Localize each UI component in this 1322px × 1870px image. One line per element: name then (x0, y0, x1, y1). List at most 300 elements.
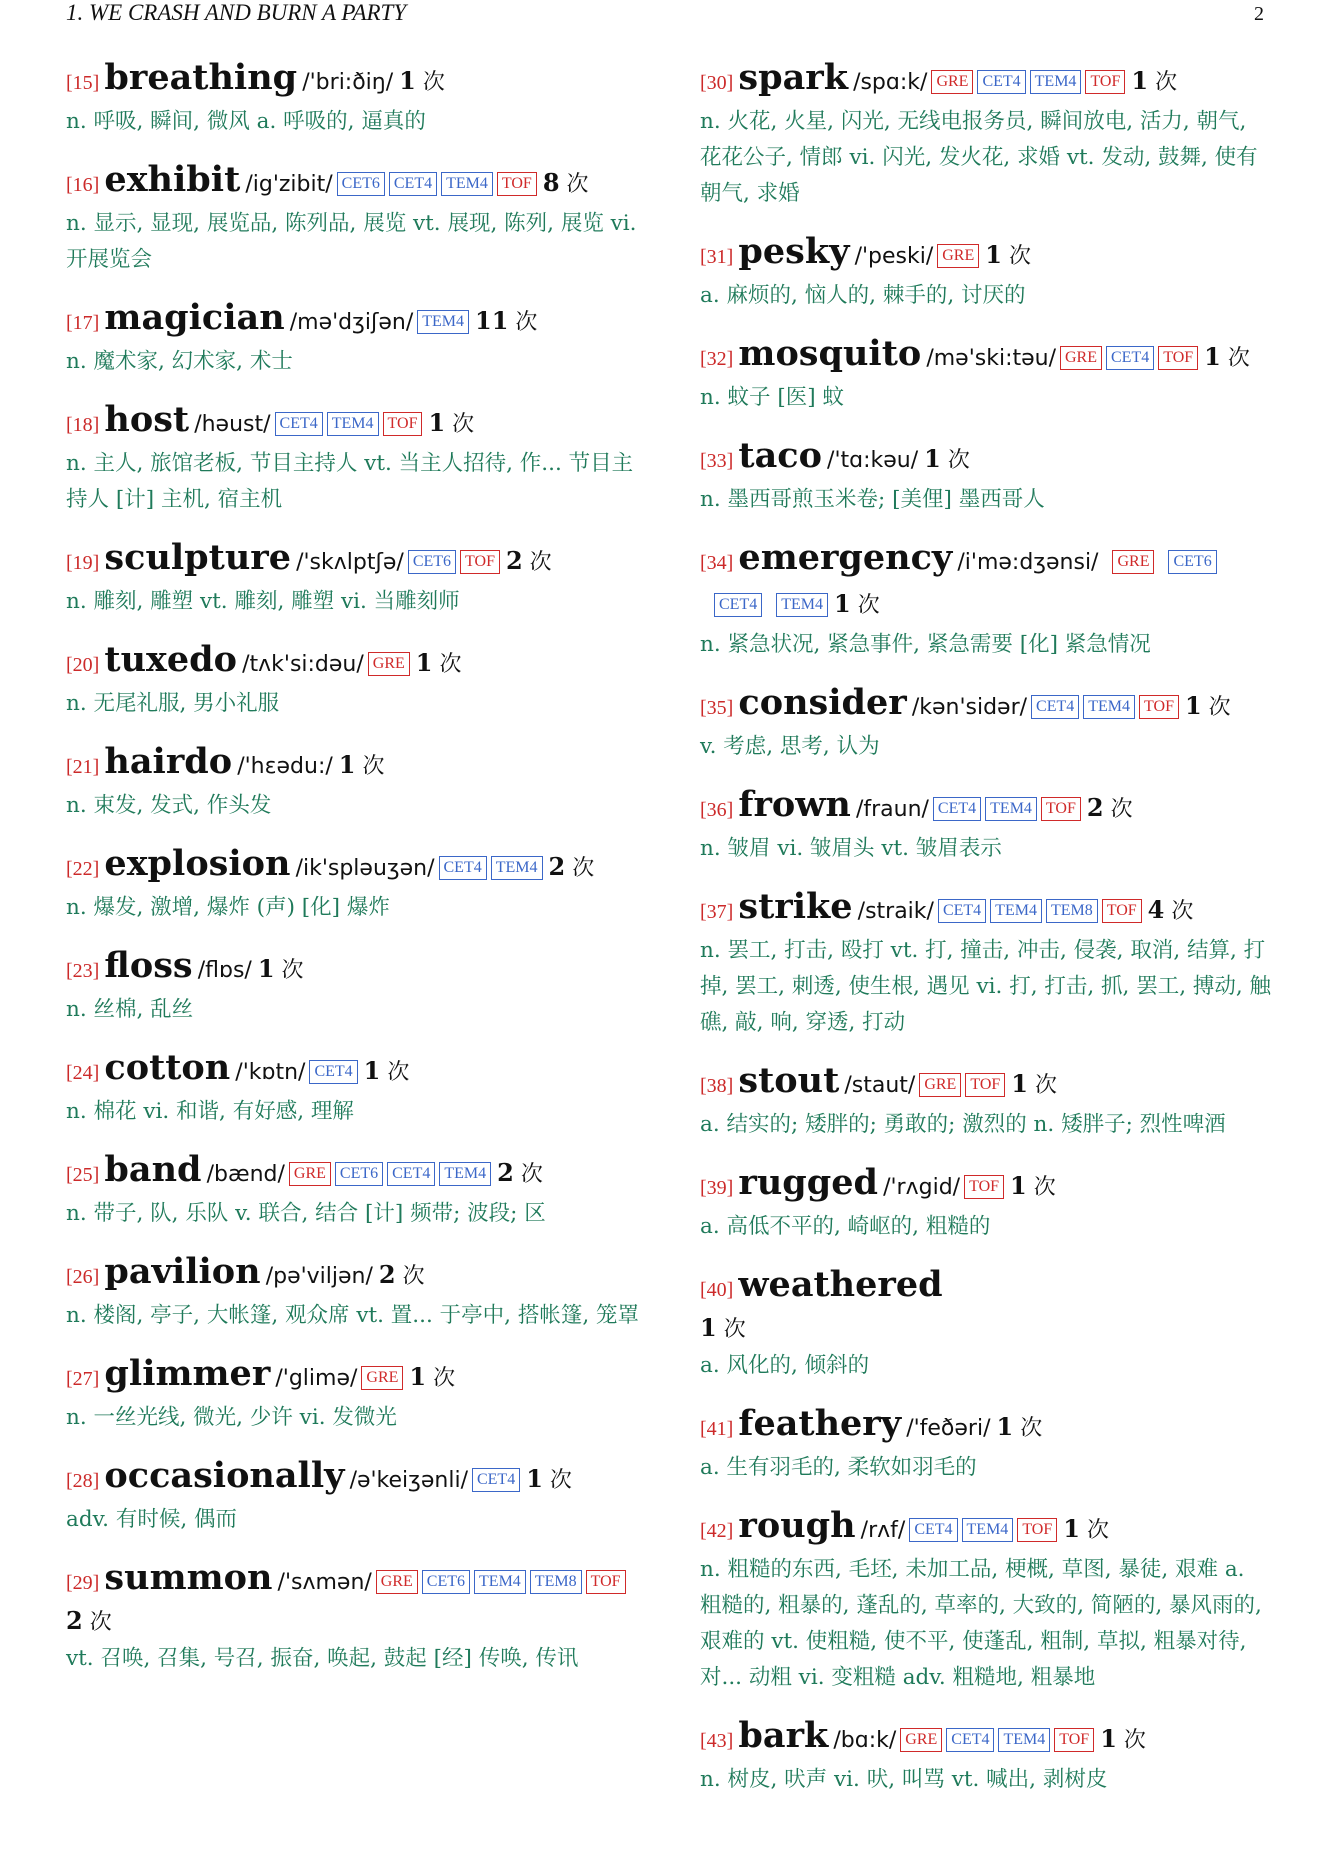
headword: cotton (104, 1047, 231, 1088)
entry-number: [42] (700, 1520, 734, 1542)
exam-tag-tem4: TEM4 (998, 1728, 1050, 1752)
frequency-count (985, 240, 1031, 269)
frequency-unit: 次 (422, 70, 445, 95)
vocab-entry (66, 844, 640, 926)
frequency-count (996, 1412, 1043, 1441)
exam-tag-tof: TOF (383, 412, 423, 436)
vocab-entry (700, 1404, 1272, 1486)
headword: exhibit (104, 159, 241, 200)
exam-tag-tem4: TEM4 (327, 412, 379, 436)
vocab-entry (66, 640, 640, 722)
frequency-count (526, 1464, 572, 1493)
frequency-unit: 次 (362, 754, 385, 779)
pronunciation: /tʌk'si:dəu/ (242, 652, 364, 677)
pronunciation: /kən'sidər/ (911, 695, 1028, 720)
pronunciation: /'peski/ (854, 244, 934, 269)
definition: n. 粗糙的东西, 毛坯, 未加工品, 梗概, 草图, 暴徒, 艰难 a. 粗糙的, 粗暴的, 蓬乱的, 草率的, 大致的, 简陋的, 暴风雨的, 艰难的 vt. 使粗糙, 使不平, 使蓬乱, 粗制, 草拟, 粗暴对待, 对... 动粗 vi. 变粗糙 adv. 粗糙地, 粗暴地 (700, 1557, 1262, 1690)
vocab-entry (700, 58, 1272, 212)
pronunciation: /pə'viljən/ (265, 1264, 373, 1289)
exam-tag-tof: TOF (1102, 899, 1142, 923)
definition: n. 楼阁, 亭子, 大帐篷, 观众席 vt. 置... 于亭中, 搭帐篷, 笼罩 (66, 1303, 639, 1328)
headword-line (66, 538, 640, 584)
headword-line (66, 1456, 640, 1502)
frequency-unit: 次 (89, 1610, 112, 1635)
exam-tag-tem8: TEM8 (530, 1570, 582, 1594)
frequency-number: 1 (409, 1362, 427, 1391)
exam-tag-tof: TOF (1017, 1518, 1057, 1542)
exam-tag-cet6: CET6 (422, 1570, 470, 1594)
headword: taco (738, 435, 822, 476)
frequency-number: 1 (399, 66, 416, 95)
exam-tag-cet6: CET6 (408, 550, 456, 574)
exam-tags (905, 1522, 1057, 1541)
exam-tags (271, 416, 423, 435)
entry-number: [32] (700, 348, 734, 370)
headword: rough (738, 1505, 856, 1546)
frequency-number: 2 (66, 1606, 83, 1635)
definition: n. 皱眉 vi. 皱眉头 vt. 皱眉表示 (700, 836, 1002, 861)
frequency-unit: 次 (1227, 346, 1250, 371)
exam-tag-tem4: TEM4 (985, 797, 1037, 821)
frequency-unit: 次 (549, 1468, 572, 1493)
frequency-count (834, 589, 880, 618)
definition: n. 带子, 队, 乐队 v. 联合, 结合 [计] 频带; 波段; 区 (66, 1201, 546, 1226)
exam-tags (364, 656, 410, 675)
frequency-unit: 次 (402, 1264, 425, 1289)
frequency-count (338, 750, 385, 779)
definition: n. 紧急状况, 紧急事件, 紧急需要 [化] 紧急情况 (700, 632, 1151, 657)
headword-line (66, 742, 640, 788)
frequency-count (1063, 1514, 1109, 1543)
frequency-count (363, 1056, 410, 1085)
exam-tag-cet4: CET4 (309, 1060, 357, 1084)
entry-number: [20] (66, 654, 100, 676)
exam-tag-gre: GRE (368, 652, 410, 676)
definition: n. 雕刻, 雕塑 vt. 雕刻, 雕塑 vi. 当雕刻师 (66, 589, 460, 614)
frequency-unit: 次 (520, 1162, 543, 1187)
headword-line (66, 298, 640, 344)
frequency-line (66, 1604, 640, 1641)
definition: n. 一丝光线, 微光, 少许 vi. 发微光 (66, 1405, 397, 1430)
exam-tags (333, 176, 537, 195)
vocab-entry (700, 436, 1272, 518)
exam-tag-tem4: TEM4 (990, 899, 1042, 923)
vocab-entry (66, 1252, 640, 1334)
pronunciation: /həust/ (194, 412, 271, 437)
exam-tag-cet6: CET6 (1168, 550, 1216, 574)
frequency-number: 1 (834, 589, 851, 618)
exam-tag-cet4: CET4 (1106, 346, 1154, 370)
frequency-unit: 次 (1208, 695, 1231, 720)
headword: weathered (738, 1264, 943, 1305)
frequency-count (542, 168, 589, 197)
vocab-entry (66, 742, 640, 824)
frequency-unit: 次 (1034, 1073, 1057, 1098)
entry-number: [41] (700, 1418, 734, 1440)
frequency-unit: 次 (281, 958, 304, 983)
frequency-count (1147, 895, 1194, 924)
page-header-title: 1. WE CRASH AND BURN A PARTY (66, 0, 407, 25)
frequency-number: 4 (1147, 895, 1165, 924)
frequency-count (1204, 342, 1250, 371)
definition: n. 呼吸, 瞬间, 微风 a. 呼吸的, 逼真的 (66, 109, 426, 134)
exam-tag-cet4: CET4 (977, 70, 1025, 94)
exam-tag-cet4: CET4 (389, 172, 437, 196)
frequency-number: 2 (378, 1260, 396, 1289)
entry-number: [35] (700, 697, 734, 719)
vocab-entry (66, 160, 640, 278)
headword-line (700, 538, 1272, 627)
exam-tag-tem4: TEM4 (441, 172, 493, 196)
frequency-count (66, 1606, 112, 1635)
headword-line (700, 1265, 1272, 1311)
frequency-line (700, 1311, 1272, 1348)
exam-tag-tof: TOF (586, 1570, 626, 1594)
pronunciation: /'sʌmən/ (277, 1570, 372, 1595)
pronunciation: /'kɒtn/ (235, 1060, 306, 1085)
exam-tags (915, 1077, 1005, 1096)
frequency-unit: 次 (1155, 70, 1178, 95)
frequency-count (1010, 1171, 1056, 1200)
page-number: 2 (1254, 3, 1264, 25)
definition: a. 高低不平的, 崎岖的, 粗糙的 (700, 1214, 991, 1239)
headword-line (700, 1716, 1272, 1762)
definition: n. 棉花 vi. 和谐, 有好感, 理解 (66, 1099, 354, 1124)
frequency-unit: 次 (723, 1317, 746, 1342)
frequency-unit: 次 (1171, 899, 1194, 924)
frequency-number: 1 (996, 1412, 1014, 1441)
vocab-entry (66, 1456, 640, 1538)
frequency-number: 1 (1131, 66, 1149, 95)
exam-tags (372, 1574, 626, 1593)
exam-tag-tof: TOF (965, 1073, 1005, 1097)
pronunciation: /'bri:ðiŋ/ (302, 70, 394, 95)
entry-number: [39] (700, 1177, 734, 1199)
frequency-unit: 次 (1020, 1416, 1043, 1441)
frequency-number: 1 (700, 1313, 717, 1342)
pronunciation: /'hεədu:/ (237, 754, 333, 779)
pronunciation: /flɒs/ (197, 958, 252, 983)
headword-line (66, 1150, 640, 1196)
headword-line (700, 232, 1272, 278)
headword-line (700, 887, 1272, 933)
frequency-count (415, 648, 462, 677)
exam-tag-cet4: CET4 (714, 593, 762, 617)
definition: n. 丝棉, 乱丝 (66, 997, 194, 1022)
headword-line (66, 400, 640, 446)
frequency-unit: 次 (433, 1366, 456, 1391)
vocab-entry (700, 232, 1272, 314)
frequency-number: 1 (924, 444, 941, 473)
exam-tag-tof: TOF (1158, 346, 1198, 370)
headword-line (700, 58, 1272, 104)
pronunciation: /straik/ (857, 899, 934, 924)
definition: a. 风化的, 倾斜的 (700, 1353, 870, 1378)
vocab-entry (700, 1061, 1272, 1143)
exam-tags (933, 248, 979, 267)
exam-tags (927, 74, 1125, 93)
frequency-number: 1 (985, 240, 1002, 269)
entry-number: [34] (700, 552, 734, 574)
pronunciation: /mə'ski:təu/ (926, 346, 1056, 371)
exam-tags (357, 1370, 403, 1389)
exam-tag-gre: GRE (289, 1162, 331, 1186)
frequency-count (1011, 1069, 1057, 1098)
frequency-number: 8 (542, 168, 560, 197)
frequency-number: 1 (428, 408, 446, 437)
entry-number: [43] (700, 1730, 734, 1752)
headword-line (66, 946, 640, 992)
frequency-number: 1 (415, 648, 433, 677)
exam-tag-cet4: CET4 (472, 1468, 520, 1492)
exam-tag-gre: GRE (931, 70, 973, 94)
exam-tag-gre: GRE (1060, 346, 1102, 370)
exam-tags (404, 554, 500, 573)
definition: v. 考虑, 思考, 认为 (700, 734, 880, 759)
frequency-number: 1 (526, 1464, 543, 1493)
exam-tag-tem8: TEM8 (1046, 899, 1098, 923)
pronunciation: /'tɑ:kəu/ (827, 448, 919, 473)
exam-tag-gre: GRE (376, 1570, 418, 1594)
pronunciation: /'skʌlptʃə/ (296, 550, 404, 575)
pronunciation: /spɑ:k/ (853, 70, 928, 95)
exam-tags (413, 314, 469, 333)
exam-tag-gre: GRE (937, 244, 979, 268)
vocab-entry (66, 1048, 640, 1130)
headword: emergency (738, 537, 953, 578)
entry-number: [24] (66, 1062, 100, 1084)
headword: hairdo (104, 741, 233, 782)
frequency-unit: 次 (566, 172, 589, 197)
headword: band (104, 1149, 202, 1190)
entry-number: [30] (700, 72, 734, 94)
vocab-entry (66, 400, 640, 518)
frequency-number: 2 (497, 1158, 514, 1187)
left-column (66, 58, 640, 1697)
frequency-number: 2 (505, 546, 523, 575)
frequency-unit: 次 (857, 593, 880, 618)
headword: mosquito (738, 333, 922, 374)
vocab-entry (700, 887, 1272, 1041)
headword-line (700, 785, 1272, 831)
vocab-entry (66, 1354, 640, 1436)
exam-tag-tem4: TEM4 (491, 856, 543, 880)
definition: n. 显示, 显现, 展览品, 陈列品, 展览 vt. 展现, 陈列, 展览 vi. 开展览会 (66, 211, 637, 272)
frequency-count (1086, 793, 1133, 822)
exam-tag-tem4: TEM4 (776, 593, 828, 617)
headword: feathery (738, 1403, 902, 1444)
vocab-entry (66, 298, 640, 380)
frequency-number: 1 (1010, 1171, 1027, 1200)
frequency-count (548, 852, 595, 881)
headword: occasionally (104, 1455, 345, 1496)
pronunciation: /'feðəri/ (906, 1416, 991, 1441)
pronunciation: /'rʌgid/ (883, 1175, 961, 1200)
frequency-number: 1 (1011, 1069, 1028, 1098)
frequency-count (505, 546, 552, 575)
definition: n. 火花, 火星, 闪光, 无线电报务员, 瞬间放电, 活力, 朝气, 花花公子, 情郎 vi. 闪光, 发火花, 求婚 vt. 发动, 鼓舞, 使有朝气, 求婚 (700, 109, 1258, 206)
entry-number: [29] (66, 1572, 100, 1594)
entry-number: [21] (66, 756, 100, 778)
exam-tags (468, 1472, 520, 1491)
headword-line (66, 1558, 640, 1604)
headword: breathing (104, 57, 298, 98)
exam-tag-tof: TOF (1041, 797, 1081, 821)
exam-tag-tof: TOF (1085, 70, 1125, 94)
exam-tag-gre: GRE (1112, 550, 1154, 574)
definition: vt. 召唤, 召集, 号召, 振奋, 唤起, 鼓起 [经] 传唤, 传讯 (66, 1646, 579, 1671)
definition: n. 罢工, 打击, 殴打 vt. 打, 撞击, 冲击, 侵袭, 取消, 结算, 打掉, 罢工, 刺透, 使生根, 遇见 vi. 打, 打击, 抓, 罢工, 搏动, 触礁, 敲, 响, 穿透, 打动 (700, 938, 1272, 1035)
definition: n. 魔术家, 幻术家, 术士 (66, 349, 293, 374)
frequency-count (700, 1313, 746, 1342)
frequency-number: 1 (1063, 1514, 1080, 1543)
frequency-unit: 次 (1086, 1518, 1109, 1543)
entry-number: [22] (66, 858, 100, 880)
frequency-count (378, 1260, 425, 1289)
definition: adv. 有时候, 偶而 (66, 1507, 238, 1532)
exam-tag-gre: GRE (361, 1366, 403, 1390)
frequency-count (1131, 66, 1178, 95)
definition: n. 树皮, 吠声 vi. 吠, 叫骂 vt. 喊出, 剥树皮 (700, 1767, 1108, 1792)
entry-number: [27] (66, 1368, 100, 1390)
exam-tags (1027, 699, 1179, 718)
pronunciation: /rʌf/ (860, 1518, 906, 1543)
vocab-entry (66, 1150, 640, 1232)
headword-line (66, 1252, 640, 1298)
pronunciation: /bænd/ (206, 1162, 285, 1187)
exam-tag-cet4: CET4 (946, 1728, 994, 1752)
definition: n. 主人, 旅馆老板, 节目主持人 vt. 当主人招待, 作... 节目主持人 [计] 主机, 宿主机 (66, 451, 634, 512)
exam-tags (896, 1732, 1094, 1751)
frequency-unit: 次 (1008, 244, 1031, 269)
vocab-entry (700, 785, 1272, 867)
frequency-unit: 次 (529, 550, 552, 575)
headword-line (700, 1163, 1272, 1209)
headword-line (66, 640, 640, 686)
exam-tag-tof: TOF (964, 1175, 1004, 1199)
frequency-unit: 次 (1110, 797, 1133, 822)
headword: spark (738, 57, 848, 98)
exam-tag-tof: TOF (1054, 1728, 1094, 1752)
definition: n. 爆发, 激增, 爆炸 (声) [化] 爆炸 (66, 895, 390, 920)
frequency-unit: 次 (387, 1060, 410, 1085)
entry-number: [18] (66, 414, 100, 436)
frequency-number: 1 (1204, 342, 1221, 371)
pronunciation: /mə'dʒiʃən/ (289, 310, 414, 335)
headword-line (66, 58, 640, 104)
headword-line (66, 844, 640, 890)
frequency-count (257, 954, 304, 983)
definition: a. 麻烦的, 恼人的, 棘手的, 讨厌的 (700, 283, 1026, 308)
vocab-entry (700, 334, 1272, 416)
vocab-entry (700, 538, 1272, 663)
frequency-count (428, 408, 475, 437)
definition: n. 蚊子 [医] 蚊 (700, 385, 844, 410)
entry-number: [19] (66, 552, 100, 574)
exam-tag-gre: GRE (919, 1073, 961, 1097)
pronunciation: /bɑ:k/ (833, 1728, 897, 1753)
exam-tags (305, 1064, 357, 1083)
exam-tag-tem4: TEM4 (474, 1570, 526, 1594)
entry-number: [17] (66, 312, 100, 334)
frequency-unit: 次 (452, 412, 475, 437)
exam-tags (1056, 350, 1198, 369)
entry-number: [25] (66, 1164, 100, 1186)
headword: host (104, 399, 190, 440)
frequency-number: 1 (363, 1056, 381, 1085)
headword: magician (104, 297, 285, 338)
headword-line (66, 160, 640, 206)
frequency-number: 1 (1100, 1724, 1117, 1753)
headword: pesky (738, 231, 850, 272)
frequency-count (497, 1158, 543, 1187)
headword: glimmer (104, 1353, 271, 1394)
frequency-unit: 次 (572, 856, 595, 881)
vocab-entry (66, 58, 640, 140)
headword: tuxedo (104, 639, 237, 680)
definition: a. 结实的; 矮胖的; 勇敢的; 激烈的 n. 矮胖子; 烈性啤酒 (700, 1112, 1226, 1137)
frequency-unit: 次 (439, 652, 462, 677)
frequency-number: 11 (475, 306, 509, 335)
definition: n. 墨西哥煎玉米卷; [美俚] 墨西哥人 (700, 487, 1045, 512)
frequency-number: 1 (1184, 691, 1202, 720)
exam-tag-tof: TOF (460, 550, 500, 574)
definition: n. 束发, 发式, 作头发 (66, 793, 272, 818)
frequency-unit: 次 (1033, 1175, 1056, 1200)
entry-number: [28] (66, 1470, 100, 1492)
exam-tags (934, 903, 1142, 922)
pronunciation: /ə'keiʒənli/ (349, 1468, 468, 1493)
frequency-number: 2 (1086, 793, 1104, 822)
headword: summon (104, 1557, 273, 1598)
entry-number: [16] (66, 174, 100, 196)
pronunciation: /ik'spləuʒən/ (295, 856, 435, 881)
frequency-count (1184, 691, 1231, 720)
right-column (700, 58, 1272, 1818)
exam-tags (435, 860, 543, 879)
exam-tag-cet4: CET4 (933, 797, 981, 821)
entry-number: [40] (700, 1279, 734, 1301)
headword: frown (738, 784, 851, 825)
headword: bark (738, 1715, 829, 1756)
pronunciation: /fraun/ (855, 797, 929, 822)
vocab-entry (700, 683, 1272, 765)
frequency-count (924, 444, 970, 473)
headword: explosion (104, 843, 291, 884)
definition: n. 无尾礼服, 男小礼服 (66, 691, 280, 716)
vocab-entry (700, 1506, 1272, 1696)
frequency-number: 1 (338, 750, 356, 779)
exam-tag-tof: TOF (497, 172, 537, 196)
exam-tag-cet4: CET4 (387, 1162, 435, 1186)
exam-tags (960, 1179, 1004, 1198)
exam-tag-cet4: CET4 (439, 856, 487, 880)
headword-line (66, 1354, 640, 1400)
exam-tag-cet6: CET6 (337, 172, 385, 196)
vocab-entry (700, 1265, 1272, 1384)
exam-tag-tem4: TEM4 (439, 1162, 491, 1186)
entry-number: [36] (700, 799, 734, 821)
entry-number: [26] (66, 1266, 100, 1288)
headword-line (66, 1048, 640, 1094)
vocab-entry (66, 1558, 640, 1677)
exam-tags (929, 801, 1081, 820)
entry-number: [33] (700, 450, 734, 472)
exam-tag-cet4: CET4 (938, 899, 986, 923)
exam-tags (285, 1166, 491, 1185)
headword-line (700, 334, 1272, 380)
entry-number: [38] (700, 1075, 734, 1097)
